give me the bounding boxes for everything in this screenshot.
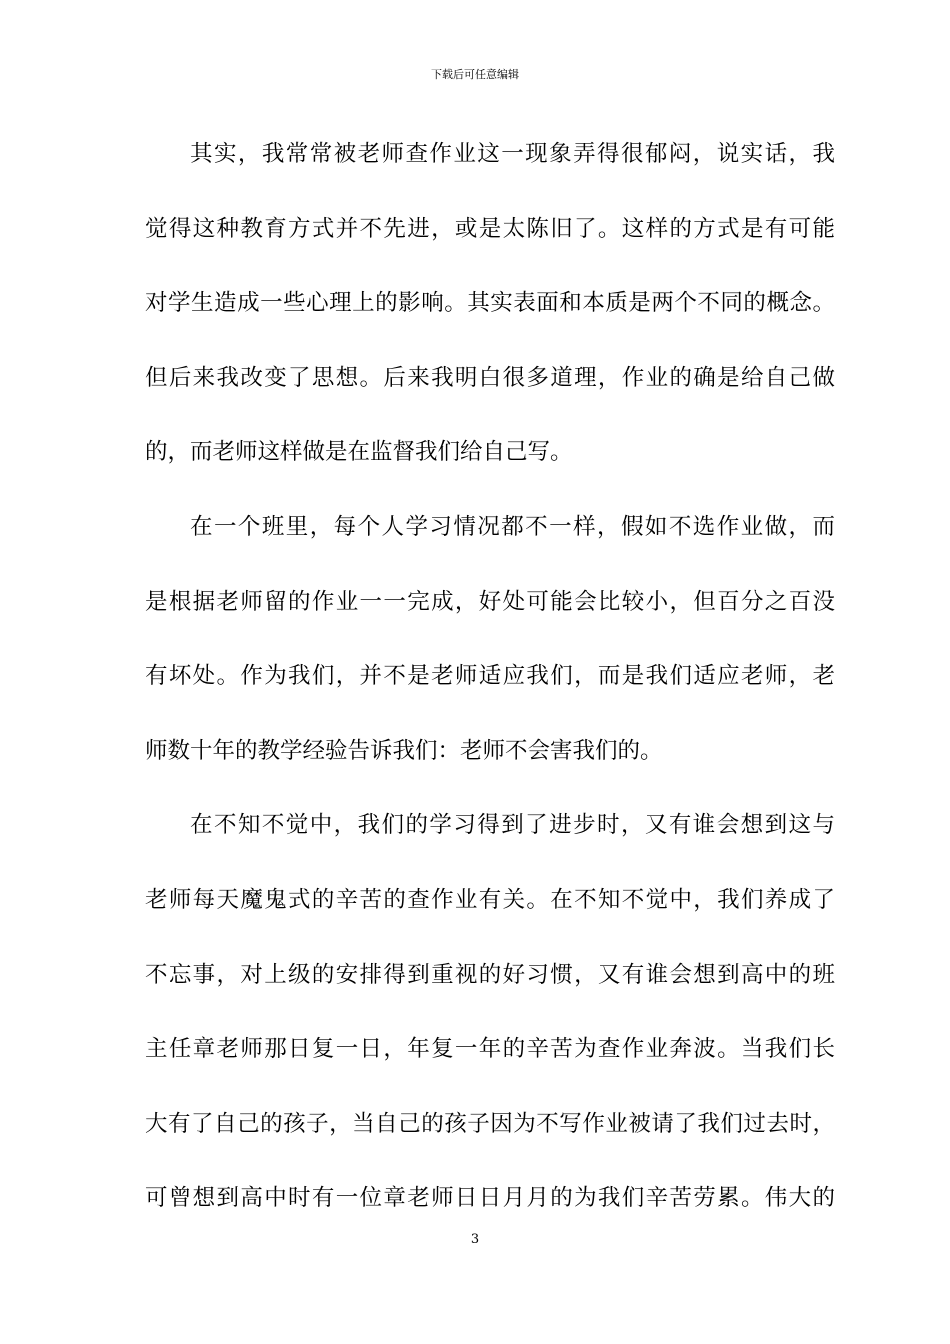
text-line: 在一个班里，每个人学习情况都不一样，假如不选作业做，而 (190, 513, 835, 540)
paragraph-1 (145, 132, 835, 505)
text-line: 对学生造成一些心理上的影响。其实表面和本质是两个不同的概念。 (145, 290, 835, 317)
text-line: 师数十年的教学经验告诉我们：老师不会害我们的。 (145, 737, 663, 764)
text-line: 主任章老师那日复一日，年复一年的辛苦为查作业奔波。当我们长 (145, 1036, 835, 1063)
text-line: 可曾想到高中时有一位章老师日日月月的为我们辛苦劳累。伟大的 (145, 1185, 835, 1212)
document-body (145, 132, 835, 1251)
text-line: 老师每天魔鬼式的辛苦的查作业有关。在不知不觉中，我们养成了 (145, 886, 835, 913)
text-line: 大有了自己的孩子，当自己的孩子因为不写作业被请了我们过去时， (145, 1110, 835, 1137)
text-line: 有坏处。作为我们，并不是老师适应我们，而是我们适应老师，老 (145, 663, 835, 690)
page-number: 3 (470, 1232, 480, 1247)
text-line: 的，而老师这样做是在监督我们给自己写。 (145, 439, 573, 466)
paragraph-2 (145, 505, 835, 803)
text-line: 觉得这种教育方式并不先进，或是太陈旧了。这样的方式是有可能 (145, 215, 835, 242)
paragraph-3 (145, 803, 835, 1251)
text-line: 在不知不觉中，我们的学习得到了进步时，又有谁会想到这与 (190, 812, 835, 839)
page-header: 下载后可任意编辑 (431, 68, 519, 81)
text-line: 不忘事，对上级的安排得到重视的好习惯，又有谁会想到高中的班 (145, 961, 835, 988)
text-line: 但后来我改变了思想。后来我明白很多道理，作业的确是给自己做 (145, 364, 835, 391)
text-line: 是根据老师留的作业一一完成，好处可能会比较小，但百分之百没 (145, 588, 835, 615)
text-line: 其实，我常常被老师查作业这一现象弄得很郁闷，说实话，我 (190, 141, 835, 167)
